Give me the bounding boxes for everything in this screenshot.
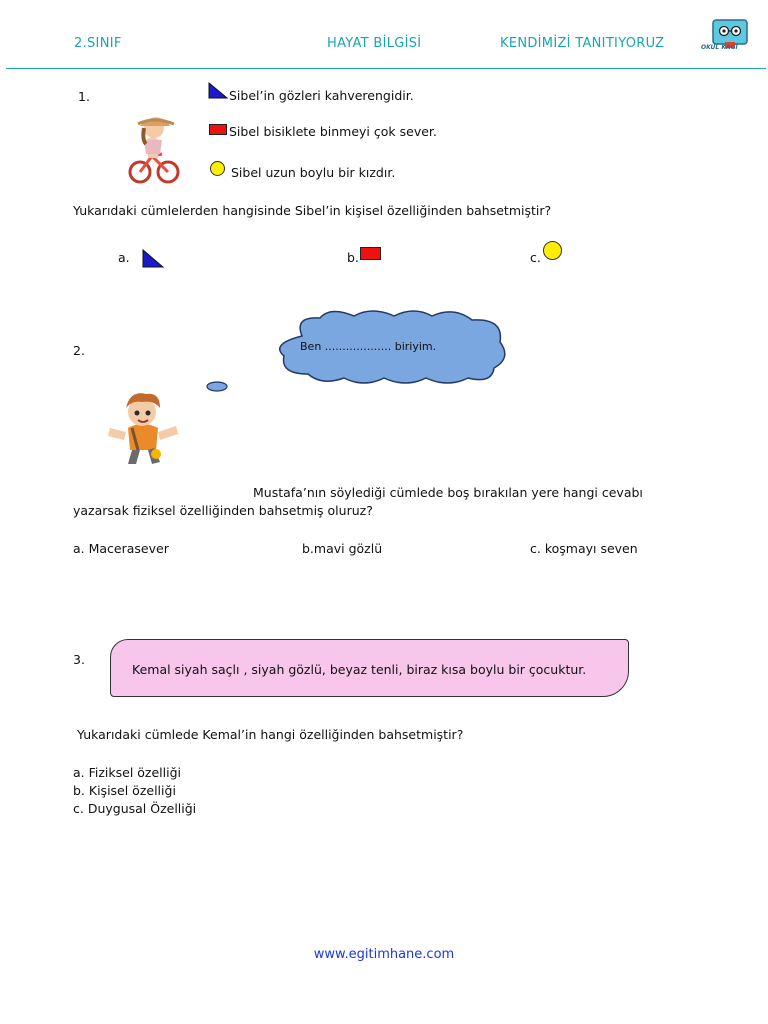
logo-text: OKUL KAĞI (701, 44, 738, 51)
q1-option-b-label[interactable]: b. (347, 250, 359, 265)
option-c-circle-icon[interactable] (543, 241, 562, 260)
q1-number: 1. (78, 89, 90, 104)
rectangle-icon (209, 124, 227, 135)
option-a-triangle-icon[interactable] (142, 249, 164, 268)
q3-option-c[interactable]: c. Duygusal Özelliği (73, 801, 197, 816)
girl-on-bicycle-illustration (126, 110, 182, 186)
circle-icon (210, 161, 225, 176)
q1-statement-1: Sibel’in gözleri kahverengidir. (229, 88, 414, 103)
q3-option-b[interactable]: b. Kişisel özelliği (73, 783, 176, 798)
okul-logo (701, 18, 751, 52)
q2-question-line1: Mustafa’nın söylediği cümlede boş bırakılan yere hangi cevabı (253, 485, 643, 500)
option-b-rectangle-icon[interactable] (360, 247, 381, 260)
thought-bubble-dot (206, 377, 228, 388)
q1-question: Yukarıdaki cümlelerden hangisinde Sibel’in kişisel özelliğinden bahsetmiştir? (73, 203, 552, 218)
thought-bubble-text: Ben ................... biriyim. (300, 340, 437, 353)
unit-title: KENDİMİZİ TANITIYORUZ (500, 36, 665, 51)
q1-statement-3: Sibel uzun boylu bir kızdır. (231, 165, 396, 180)
q3-number: 3. (73, 652, 85, 667)
q1-option-c-label[interactable]: c. (530, 250, 541, 265)
triangle-icon (208, 82, 228, 99)
q2-number: 2. (73, 343, 85, 358)
grade-label: 2.SINIF (74, 36, 122, 51)
q2-option-a[interactable]: a. Macerasever (73, 541, 169, 556)
q3-question: Yukarıdaki cümlede Kemal’in hangi özelliğinden bahsetmiştir? (77, 727, 464, 742)
boy-explorer-illustration (104, 388, 182, 468)
q3-option-a[interactable]: a. Fiziksel özelliği (73, 765, 182, 780)
q2-option-b[interactable]: b.mavi gözlü (302, 541, 383, 556)
q1-statement-2: Sibel bisiklete binmeyi çok sever. (229, 124, 437, 139)
header-divider (6, 68, 766, 69)
kemal-description-text: Kemal siyah saçlı , siyah gözlü, beyaz tenli, biraz kısa boylu bir çocuktur. (132, 662, 587, 677)
q2-question-line2: yazarsak fiziksel özelliğinden bahsetmiş oluruz? (73, 503, 373, 518)
footer-link[interactable]: www.egitimhane.com (313, 947, 455, 962)
q2-option-c[interactable]: c. koşmayı seven (530, 541, 638, 556)
q1-option-a-label[interactable]: a. (118, 250, 130, 265)
subject-label: HAYAT BİLGİSİ (327, 36, 422, 51)
